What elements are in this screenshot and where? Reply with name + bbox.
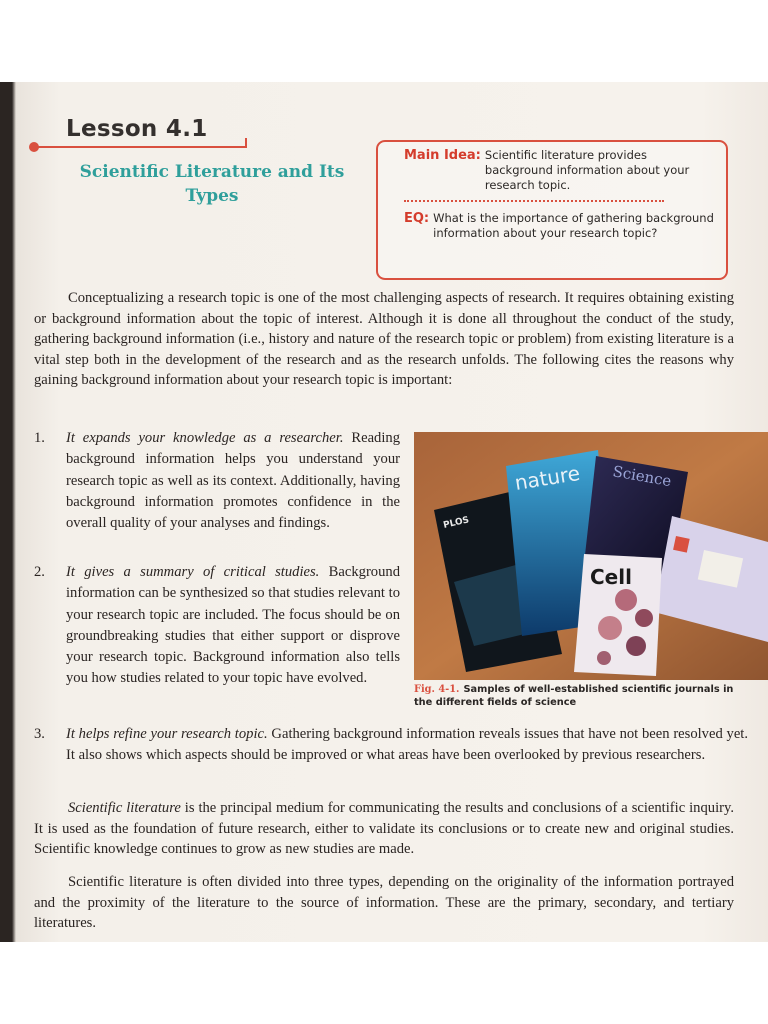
list-text: Gathering background information reveals issues that have not been resolved yet. It also shows which aspects should be improved or what areas have been overlooked by previous researchers.: [66, 726, 748, 764]
plos-logo-text: PLOS: [442, 515, 471, 531]
list-lead: It gives a summary of critical studies.: [66, 564, 320, 580]
list-item: [34, 428, 400, 534]
figure-caption-text: Samples of well-established scientific journals in the different fields of science: [414, 684, 734, 708]
eq-text: What is the importance of gathering background information about your research topic?: [433, 211, 714, 240]
lesson-title: Scientific Literature and Its Types: [79, 162, 345, 206]
intro-paragraph: Conceptualizing a research topic is one of the most challenging aspects of research. It requires obtaining existing or background information about the topic of interest. Although it is done all throughout the conduct of the study, gathering background information (i.e., history and nature of the research topic or problem) from existing literature is a vital step both in the development of the research and as the research unfolds. The following cites the reasons why gaining background information about your research topic is important:: [34, 290, 734, 388]
main-idea-text: Scientific literature provides background information about your research topic.: [484, 148, 690, 192]
literature-types-paragraph: Scientific literature is often divided into three types, depending on the originality of the information portrayed and the proximity of the literature to the source of information. These are the primary, secondary, and tertiary literatures.: [34, 874, 734, 931]
journals-photo: [414, 432, 768, 680]
eq-label: EQ:: [404, 211, 430, 226]
lesson-label: Lesson 4.1: [66, 116, 208, 142]
cell-logo-text: Cell: [590, 565, 632, 589]
list-item: [34, 562, 400, 690]
list-number: 3.: [34, 726, 45, 742]
list-lead: It expands your knowledge as a researcher.: [66, 430, 344, 446]
nature-logo-text: nature: [513, 460, 582, 495]
figure-caption: [414, 683, 754, 709]
list-item: [34, 724, 748, 767]
list-lead: It helps refine your research topic.: [66, 726, 268, 742]
scientific-literature-text: is the principal medium for communicating the results and conclusions of a scientific inquiry. It is used as the foundation of future research, either to validate its conclusions or to create new and original studies. Scientific knowledge continues to grow as new studies are made.: [34, 800, 734, 857]
science-logo-text: Science: [611, 462, 673, 491]
dotted-divider: [404, 200, 664, 202]
main-idea-label: Main Idea:: [404, 148, 481, 163]
list-text: Background information can be synthesized so that studies relevant to your research topic are included. The focus should be on groundbreaking studies that either support or disprove your research topic. Background information also tells you how studies related to your topic have evolved.: [66, 564, 400, 687]
list-number: 1.: [34, 430, 45, 446]
figure-label: Fig. 4-1.: [414, 684, 460, 695]
scientific-literature-term: Scientific literature: [68, 800, 181, 816]
main-idea-box: [376, 140, 728, 280]
list-number: 2.: [34, 564, 45, 580]
cell-journal: [574, 554, 662, 676]
list-text: Reading background information helps you understand your research topic as well as its context. Additionally, having background information promotes confidence in the overall quality of your analyses and findings.: [66, 430, 400, 532]
scientific-literature-paragraph: [34, 798, 734, 860]
